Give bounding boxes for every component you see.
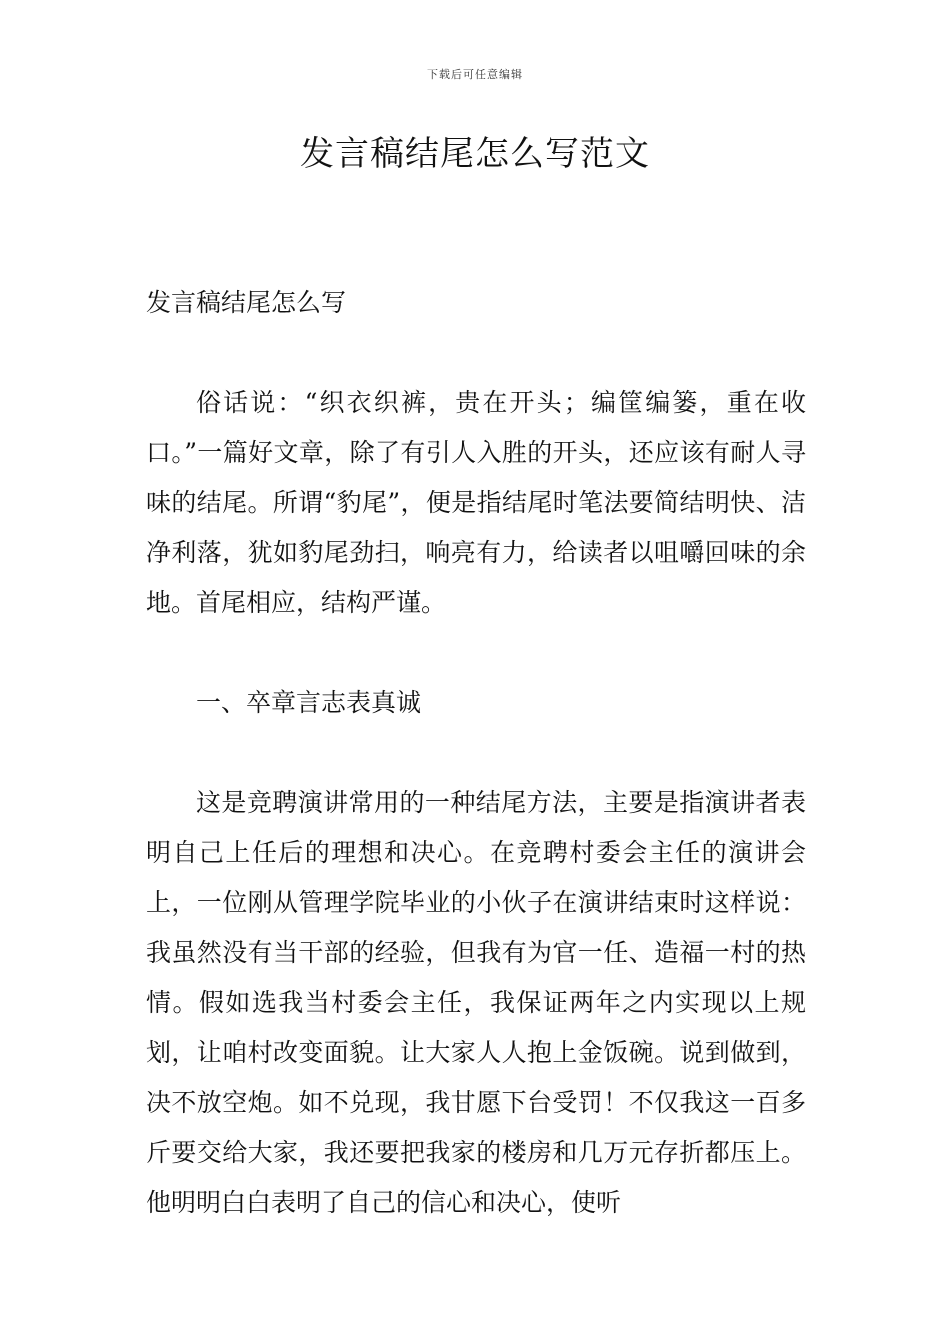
paragraph-section-1: 这是竞聘演讲常用的一种结尾方法，主要是指演讲者表明自己上任后的理想和决心。在竞聘村委会主任的演讲会上，一位刚从管理学院毕业的小伙子在演讲结束时这样说：我虽然没有当干部的经验，但我有为官一任、造福一村的热情。假如选我当村委会主任，我保证两年之内实现以上规划，让咱村改变面貌。让大家人人抱上金饭碗。说到做到，决不放空炮。如不兑现，我甘愿下台受罚！不仅我这一百多斤要交给大家，我还要把我家的楼房和几万元存折都压上。他明明白白表明了自己的信心和决心，使听 xyxy=(146,788,806,1217)
document-body xyxy=(146,278,806,1278)
document-title: 发言稿结尾怎么写范文 xyxy=(300,134,650,174)
paragraph-intro: 俗话说：“织衣织裤，贵在开头；编筐编篓，重在收口。”一篇好文章，除了有引人入胜的开头，还应该有耐人寻味的结尾。所谓“豹尾”，便是指结尾时笔法要简结明快、洁净利落，犹如豹尾劲扫，响亮有力，给读者以咀嚼回味的余地。首尾相应，结构严谨。 xyxy=(146,388,806,617)
section-heading-1: 一、卒章言志表真诚 xyxy=(196,688,422,717)
subheading: 发言稿结尾怎么写 xyxy=(146,288,347,317)
header-note: 下载后可任意编辑 xyxy=(427,68,523,81)
